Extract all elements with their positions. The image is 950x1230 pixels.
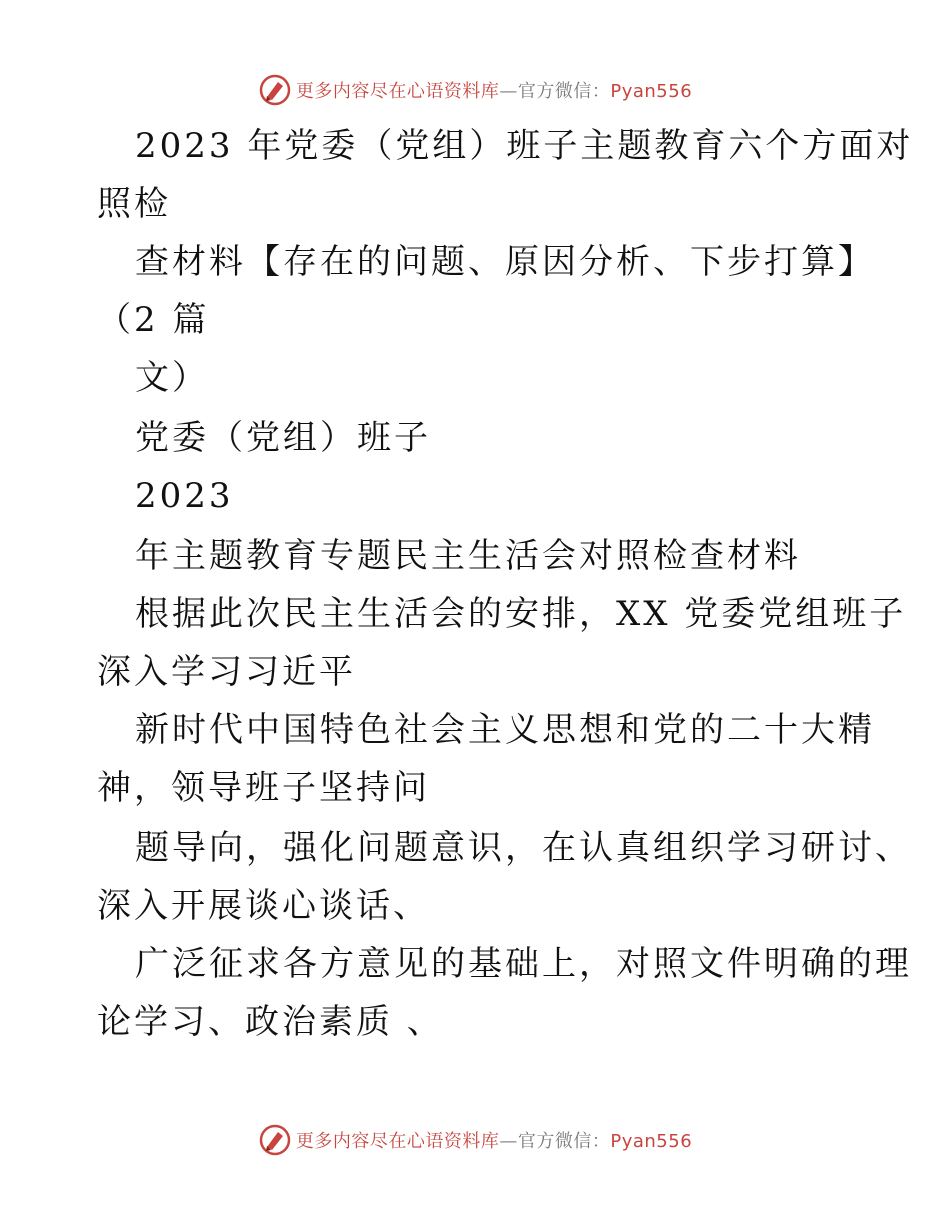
body-line-2: 深入学习习近平 [97, 652, 356, 692]
header-banner-wechat-label: 官方微信： [517, 81, 611, 102]
footer-banner-main: 更多内容尽在心语资料库 [295, 1131, 500, 1152]
subtitle-line-1: 党委（党组）班子 [135, 418, 431, 458]
subtitle-line-3: 年主题教育专题民主生活会对照检查材料 [135, 536, 801, 576]
body-line-4: 神，领导班子坚持问 [97, 768, 430, 808]
body-line-5: 题导向，强化问题意识，在认真组织学习研讨、 [135, 828, 912, 868]
subtitle-line-2: 2023 [135, 476, 234, 516]
logo-icon [258, 1123, 292, 1157]
body-line-6: 深入开展谈心谈话、 [97, 886, 430, 926]
title-line-4: （2 篇 [97, 300, 210, 340]
body-line-3: 新时代中国特色社会主义思想和党的二十大精 [135, 710, 875, 750]
footer-banner-dash: — [499, 1131, 518, 1152]
footer-banner-text [296, 1127, 692, 1153]
footer-banner-wechat-label: 官方微信： [517, 1131, 611, 1152]
header-banner-main: 更多内容尽在心语资料库 [295, 81, 500, 102]
title-line-2: 照检 [97, 184, 171, 224]
header-banner-dash: — [499, 81, 518, 102]
header-banner-wechat-id: Pyan556 [610, 81, 693, 102]
title-line-3: 查材料【存在的问题、原因分析、下步打算】 [135, 242, 875, 282]
footer-banner [0, 1120, 950, 1160]
title-line-1: 2023 年党委（党组）班子主题教育六个方面对 [135, 126, 914, 166]
body-line-8: 论学习、政治素质 、 [97, 1002, 444, 1042]
body-line-7: 广泛征求各方意见的基础上，对照文件明确的理 [135, 944, 912, 984]
footer-banner-wechat-id: Pyan556 [610, 1131, 693, 1152]
body-line-1: 根据此次民主生活会的安排，XX 党委党组班子 [135, 594, 907, 634]
title-line-5: 文） [135, 358, 209, 398]
